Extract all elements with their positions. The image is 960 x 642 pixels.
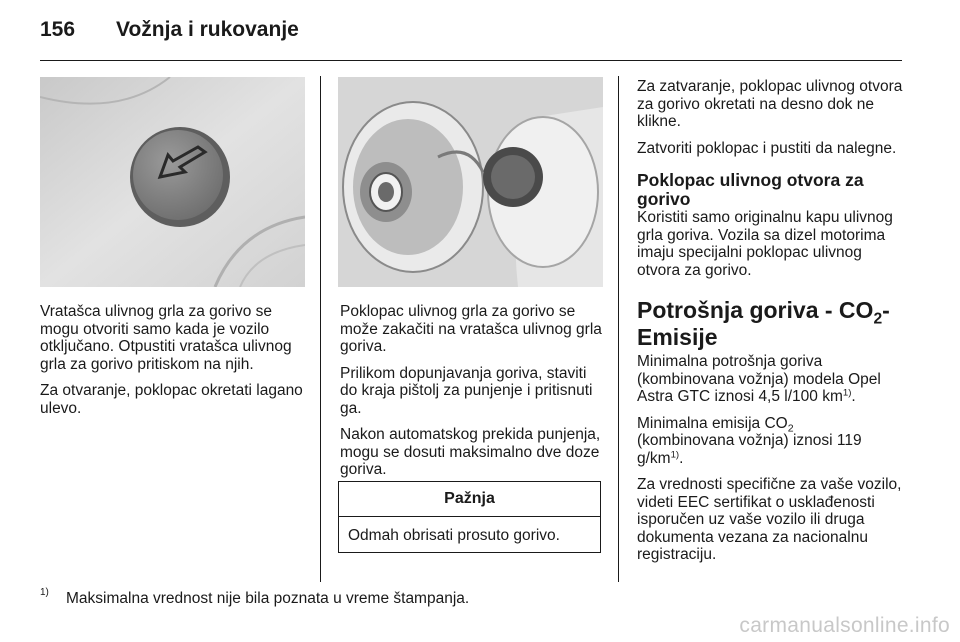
footnote-mark: 1) [40, 587, 49, 598]
paragraph-original-cap: Koristiti samo originalnu kapu ulivnog grla goriva. Vozila sa dizel motorima imaju specijalni poklopac ulivnog otvora za gorivo. [637, 209, 893, 279]
column-divider-2 [618, 76, 619, 582]
caution-text: Odmah obrisati prosuto gorivo. [348, 527, 560, 544]
header-rule [40, 60, 902, 61]
column-1 [40, 303, 308, 426]
column-2 [340, 303, 606, 488]
paragraph-fuel-door-open: Vratašca ulivnog grla za gorivo se mogu otvoriti samo kada je vozilo otključano. Otpustiti vratašca ulivnog grla za gorivo pritiskom na njih. [40, 303, 292, 373]
page-number: 156 [40, 18, 76, 41]
page-title: Vožnja i rukovanje [116, 18, 299, 41]
paragraph-cap-open: Za otvaranje, poklopac okretati lagano ulevo. [40, 382, 303, 417]
column-3 [637, 78, 905, 573]
column-divider-1 [320, 76, 321, 582]
paragraph-auto-cutoff: Nakon automatskog prekida punjenja, mogu se dosuti maksimalno dve doze goriva. [340, 426, 601, 478]
heading-co2-emissions: Potrošnja goriva - $CO_2-$ Emisije [637, 297, 890, 350]
fuel-cap-illustration [338, 77, 603, 287]
paragraph-min-co2: Minimalna emisija $CO_2$ (kombinovana vožnja) iznosi 119 $g/km^{1)}$. [637, 414, 862, 467]
paragraph-min-consumption: Minimalna potrošnja goriva (kombinovana vožnja) modela Opel Astra GTC iznosi 4,5 l/100 $km^{1)}$. [637, 353, 881, 405]
watermark: carmanualsonline.info [739, 614, 950, 637]
heading-fuel-cap: Poklopac ulivnog otvora za gorivo [637, 170, 864, 209]
paragraph-eec-certificate: Za vrednosti specifične za vaše vozilo, videti EEC sertifikat o usklađenosti isporučen uz vaše vozilo ili druga dokumenta vezana za nacionalnu registraciju. [637, 476, 902, 563]
fuel-door-illustration [40, 77, 305, 287]
caution-title: Pažnja [339, 482, 600, 517]
paragraph-cap-hook: Poklopac ulivnog grla za gorivo se može zakačiti na vratašca ulivnog grla goriva. [340, 303, 602, 355]
paragraph-refuel: Prilikom dopunjavanja goriva, staviti do kraja pištolj za punjenje i pritisnuti ga. [340, 364, 593, 417]
fuel-door-photo [40, 77, 305, 287]
paragraph-close-door: Zatvoriti poklopac i pustiti da nalegne. [637, 139, 897, 157]
paragraph-cap-close: Za zatvaranje, poklopac ulivnog otvora za gorivo okretati na desno dok ne klikne. [637, 78, 903, 130]
footnote-text: Maksimalna vrednost nije bila poznata u vreme štampanja. [66, 590, 470, 607]
caution-box [338, 481, 601, 553]
fuel-cap-photo [338, 77, 603, 287]
page-header [40, 18, 299, 42]
